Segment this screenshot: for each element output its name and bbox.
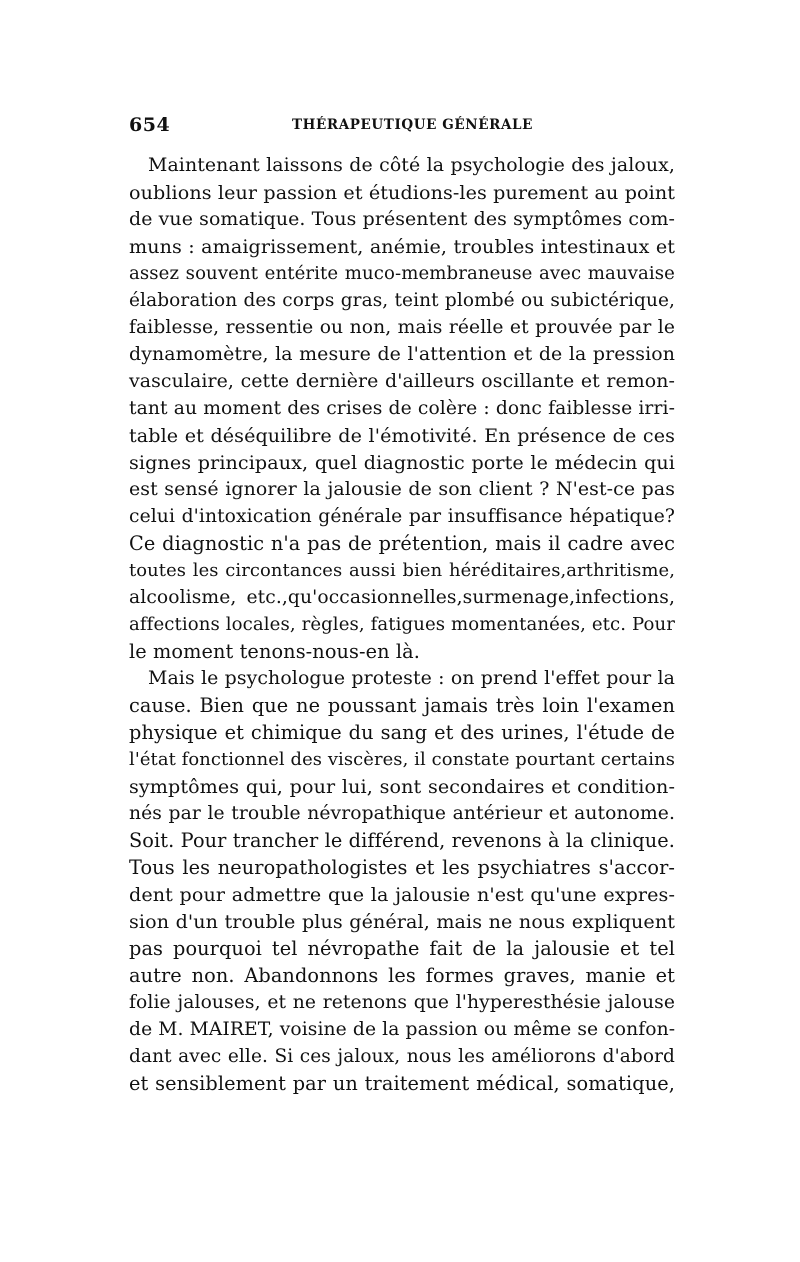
page-number: 654 bbox=[129, 114, 171, 136]
text-line: oublions leur passion et étudions-les purement au point bbox=[129, 181, 675, 204]
text-line: Mais le psychologue proteste : on prend l'effet pour la bbox=[148, 667, 675, 689]
text-line: de M. MAIRET, voisine de la passion ou même se confon- bbox=[129, 1019, 676, 1040]
text-line: symptômes qui, pour lui, sont secondaires et condition- bbox=[129, 775, 675, 798]
text-line: Maintenant laissons de côté la psychologie des jaloux, bbox=[148, 154, 675, 176]
text-line: alcoolisme, etc.,qu'occasionnelles,surmenage,infections, bbox=[129, 587, 675, 608]
text-line: autre non. Abandonnons les formes graves, manie et bbox=[129, 964, 675, 987]
body-text bbox=[129, 152, 675, 1097]
text-line: Ce diagnostic n'a pas de prétention, mais il cadre avec bbox=[129, 532, 675, 555]
text-line: dent pour admettre que la jalousie n'est qu'une expres- bbox=[129, 883, 675, 906]
text-line: cause. Bien que ne poussant jamais très loin l'examen bbox=[129, 694, 675, 717]
text-line: toutes les circontances aussi bien héréditaires,arthritisme, bbox=[129, 560, 675, 581]
running-title: THÉRAPEUTIQUE GÉNÉRALE bbox=[292, 117, 534, 133]
text-line: tant au moment des crises de colère : donc faiblesse irri- bbox=[129, 398, 675, 419]
text-line: pas pourquoi tel névropathe fait de la jalousie et tel bbox=[129, 937, 675, 960]
text-line: physique et chimique du sang et des urines, l'étude de bbox=[129, 721, 675, 744]
text-line: celui d'intoxication générale par insuffisance hépatique? bbox=[129, 506, 675, 527]
text-line: dynamomètre, la mesure de l'attention et de la pression bbox=[129, 343, 675, 365]
running-head bbox=[129, 114, 682, 138]
text-line: Tous les neuropathologistes et les psychiatres s'accor- bbox=[129, 856, 675, 879]
text-line: folie jalouses, et ne retenons que l'hyperesthésie jalouse bbox=[129, 992, 675, 1013]
text-line: table et déséquilibre de l'émotivité. En présence de ces bbox=[129, 424, 675, 447]
text-line: sion d'un trouble plus général, mais ne nous expliquent bbox=[129, 910, 675, 933]
text-line: assez souvent entérite muco-membraneuse avec mauvaise bbox=[129, 263, 675, 284]
text-line: et sensiblement par un traitement médical, somatique, bbox=[129, 1072, 675, 1095]
text-line: est sensé ignorer la jalousie de son client ? N'est-ce pas bbox=[129, 478, 675, 500]
text-line: le moment tenons-nous-en là. bbox=[129, 640, 421, 663]
text-line: l'état fonctionnel des viscères, il constate pourtant certains bbox=[129, 749, 675, 770]
paragraph bbox=[129, 152, 675, 665]
text-line: dant avec elle. Si ces jaloux, nous les améliorons d'abord bbox=[129, 1046, 675, 1067]
text-line: élaboration des corps gras, teint plombé ou subictérique, bbox=[129, 290, 675, 311]
text-line: Soit. Pour trancher le différend, revenons à la clinique. bbox=[129, 829, 675, 852]
text-line: faiblesse, ressentie ou non, mais réelle et prouvée par le bbox=[129, 317, 675, 338]
text-line: muns : amaigrissement, anémie, troubles intestinaux et bbox=[129, 235, 675, 258]
text-line: de vue somatique. Tous présentent des symptômes com- bbox=[129, 208, 675, 230]
text-line: vasculaire, cette dernière d'ailleurs oscillante et remon- bbox=[129, 370, 675, 392]
text-line: nés par le trouble névropathique antérieur et autonome. bbox=[129, 803, 675, 824]
paragraph bbox=[129, 665, 675, 1097]
text-line: signes principaux, quel diagnostic porte le médecin qui bbox=[129, 451, 675, 474]
text-line: affections locales, règles, fatigues momentanées, etc. Pour bbox=[129, 614, 675, 635]
